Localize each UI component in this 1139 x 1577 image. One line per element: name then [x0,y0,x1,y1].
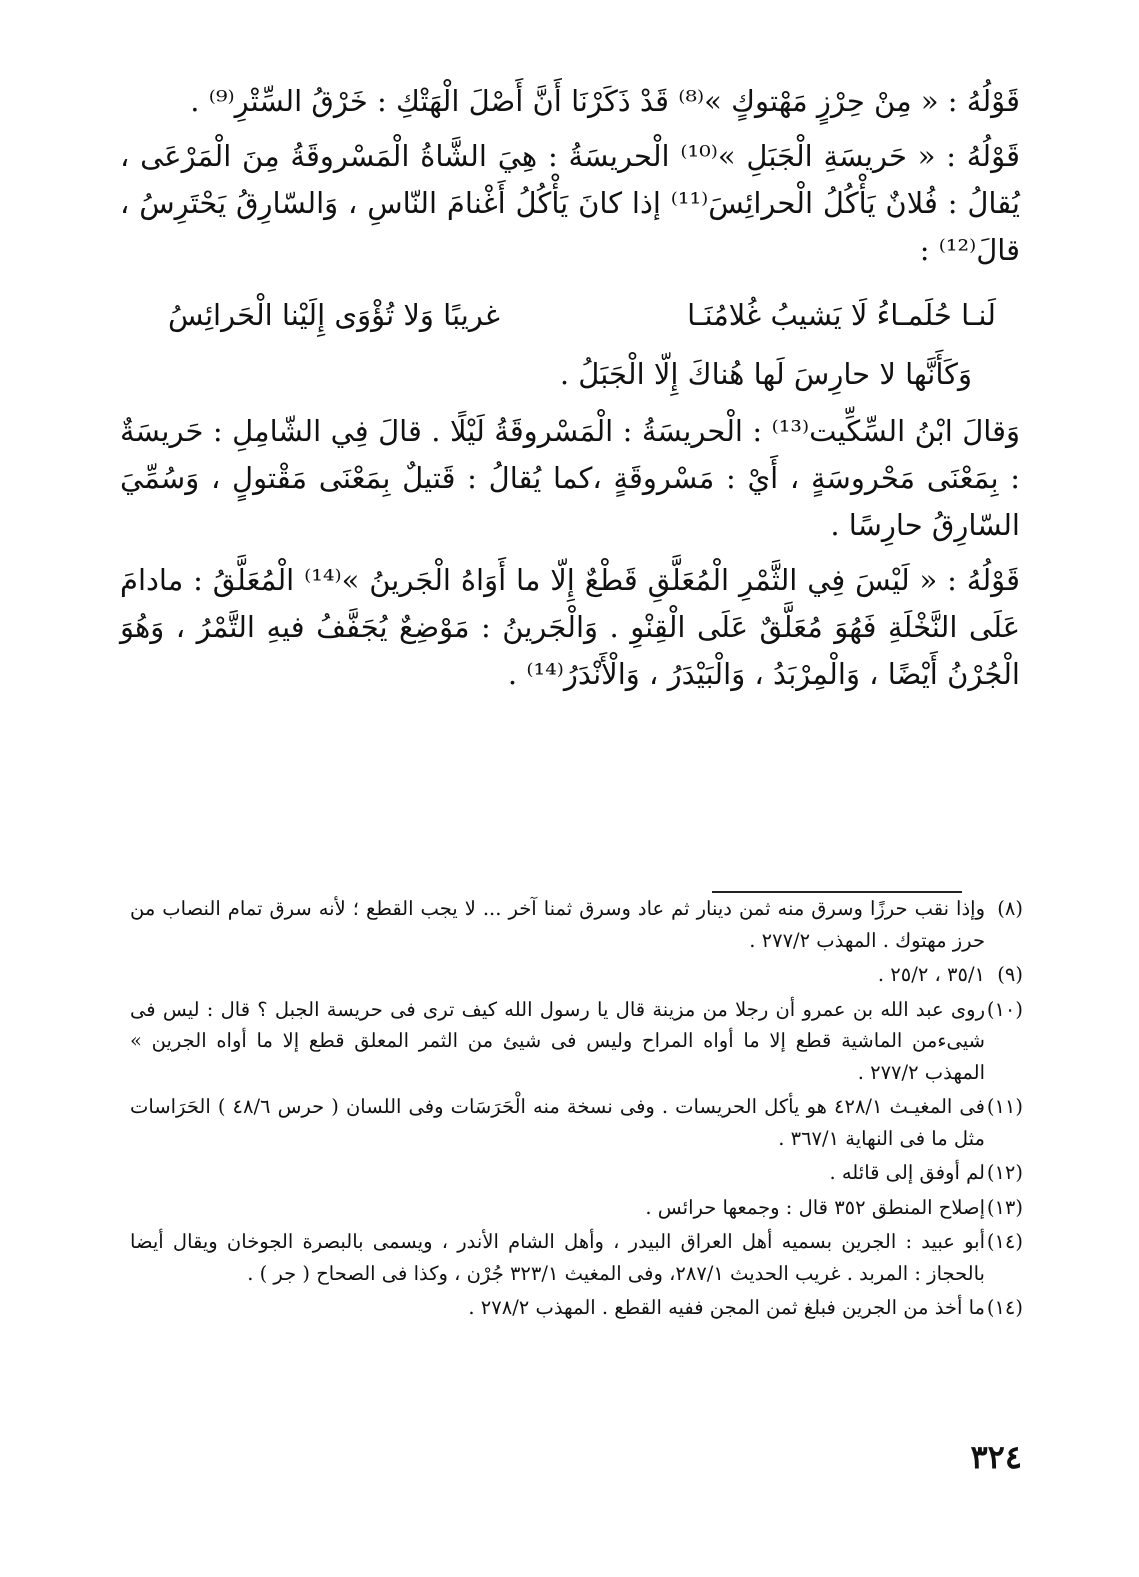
footnote-number: (١٠) [986,997,1023,1021]
footnote-item [130,893,1023,956]
footnote-text: إصلاح المنطق ٣٥٢ قال : وجمعها حرائس . [645,1195,985,1219]
footnote-text: ما أخذ من الجرين فبلغ ثمن المجن ففيه القطع . المهذب ٢٧٨/٢ . [468,1296,985,1319]
footnote-number: (١٤) [986,1230,1023,1253]
footnote-number: (٨) [997,897,1023,920]
footnote-number: (١١) [986,1095,1023,1118]
footnote-item [130,1292,1023,1324]
footnote-item [130,994,1023,1089]
footnote-text: أبو عبيد : الجرين بسميه أهل العراق البيدر ، وأهل الشام الأندر ، ويسمى بالبصرة الجوخان ويقال أيضا بالحجاز : المربد . غريب الحديث ٢٨٧/١، وفى المغيث ٣٢٣/١ جُرْن ، وكذا فى الصحاح ( جر ) . [130,1230,985,1285]
footnote-item [130,1091,1023,1154]
poem-explanation-text: وَكَأَنَّها لا حارِسَ لَها هُناكَ إِلّا الْجَبَلُ . [559,357,972,391]
page-number: ٣٢٤ [970,1438,1022,1476]
footnote-number: (٩) [997,963,1023,986]
paragraph-al-muallaq: قَوْلُهُ : « لَيْسَ فِي الثَّمْرِ الْمُعَلَّقِ قَطْعٌ إِلّا ما أَوَاهُ الْجَرينُ »⁽¹⁴⁾ الْمُعَلَّقُ : مادامَ عَلَى النَّخْلَةِ فَهُوَ مُعَلَّقٌ عَلَى الْقِنْوِ . وَالْجَرينُ : مَوْضِعٌ يُجَفَّفُ فيهِ التَّمْرُ ، وَهُوَ الْجُرْنُ أَيْضًا ، وَالْمِرْبَدُ ، وَالْبَيْدَرُ ، وَالْأَنْدَرُ⁽¹⁴⁾ . [120,563,1020,691]
footnote-number: (١٣) [986,1195,1023,1219]
paragraph-ibn-al-sikkit: وَقالَ ابْنُ السِّكِّيت⁽¹³⁾ : الْحريسَةُ : الْمَسْروقَةُ لَيْلًا . قالَ فِي الشّامِلِ : حَريسَةٌ : بِمَعْنَى مَحْروسَةٍ ، أَيْ : مَسْروقَةٍ ،كما يُقالُ : قَتيلٌ بِمَعْنَى مَقْتولٍ ، وَسُمِّيَ السّارِقُ حارِسًا . [120,414,1021,542]
footnote-text: روى عبد الله بن عمرو أن رجلا من مزينة قال يا رسول الله كيف ترى فى حريسة الجبل ؟ قال : ليس فى شيىءمن الماشية قطع إلا ما أواه المراح وليس فى شيئ من الثمر المعلق قطع إلا ما أواه الجرين » المهذب ٢٧٧/٢ . [130,997,985,1084]
paragraph-harisat-al-jabal: قَوْلُهُ : « حَريسَةِ الْجَبَلِ »⁽¹⁰⁾ الْحريسَةُ : هِيَ الشَّاةُ الْمَسْروقَةُ مِنَ الْمَرْعَى ، يُقالُ : فُلانٌ يَأْكُلُ الْحرائِسَ⁽¹¹⁾ إذا كانَ يَأْكُلُ أَغْنامَ النّاسِ ، وَالسّارِقُ يَحْتَرِسُ ، قالَ⁽¹²⁾ : [120,139,1020,267]
poem-hemistich-right: لَنـا حُلَمـاءُ لَا يَشيبُ غُلامُنَـا [687,298,996,332]
poem-hemistich-left: غريبًا وَلا تُؤْوَى إِلَيْنا الْحَرائِسُ [168,298,500,332]
footnote-text: فى المغيـث ٤٢٨/١ هو يأكل الحريسات . وفى نسخة منه الْحَرَسَات وفى اللسان ( حرس ٤٨/٦ ) الحَرَاسات مثل ما فى النهاية ٣٦٧/١ . [130,1095,985,1150]
poem-explanation [168,351,996,398]
footnotes-section [130,893,1023,1327]
paragraph-hirz-mahtuk: قَوْلُهُ : « مِنْ حِرْزٍ مَهْتوكٍ »⁽⁸⁾ قَدْ ذَكَرْنَا أَنَّ أَصْلَ الْهَتْكِ : خَرْقُ السِّتْرِ⁽⁹⁾ . [190,84,1020,118]
footnote-text: وإذا نقب حرزًا وسرق منه ثمن دينار ثم عاد وسرق ثمنا آخر ... لا يجب القطع ؛ لأنه سرق تمام النصاب من حرز مهتوك . المهذب ٢٧٧/٢ . [130,897,985,952]
main-text-body [120,78,1020,706]
footnote-number: (١٤) [986,1296,1023,1319]
footnote-item [130,1226,1023,1289]
footnote-number: (١٢) [986,1161,1023,1184]
footnote-item [130,1157,1023,1189]
footnote-item [130,1192,1023,1224]
footnote-item [130,959,1023,991]
footnote-text: لم أوفق إلى قائله . [829,1161,985,1184]
poem-verse [168,292,996,339]
footnote-text: ٣٥/١ ، ٢٥/٢ . [877,963,985,986]
